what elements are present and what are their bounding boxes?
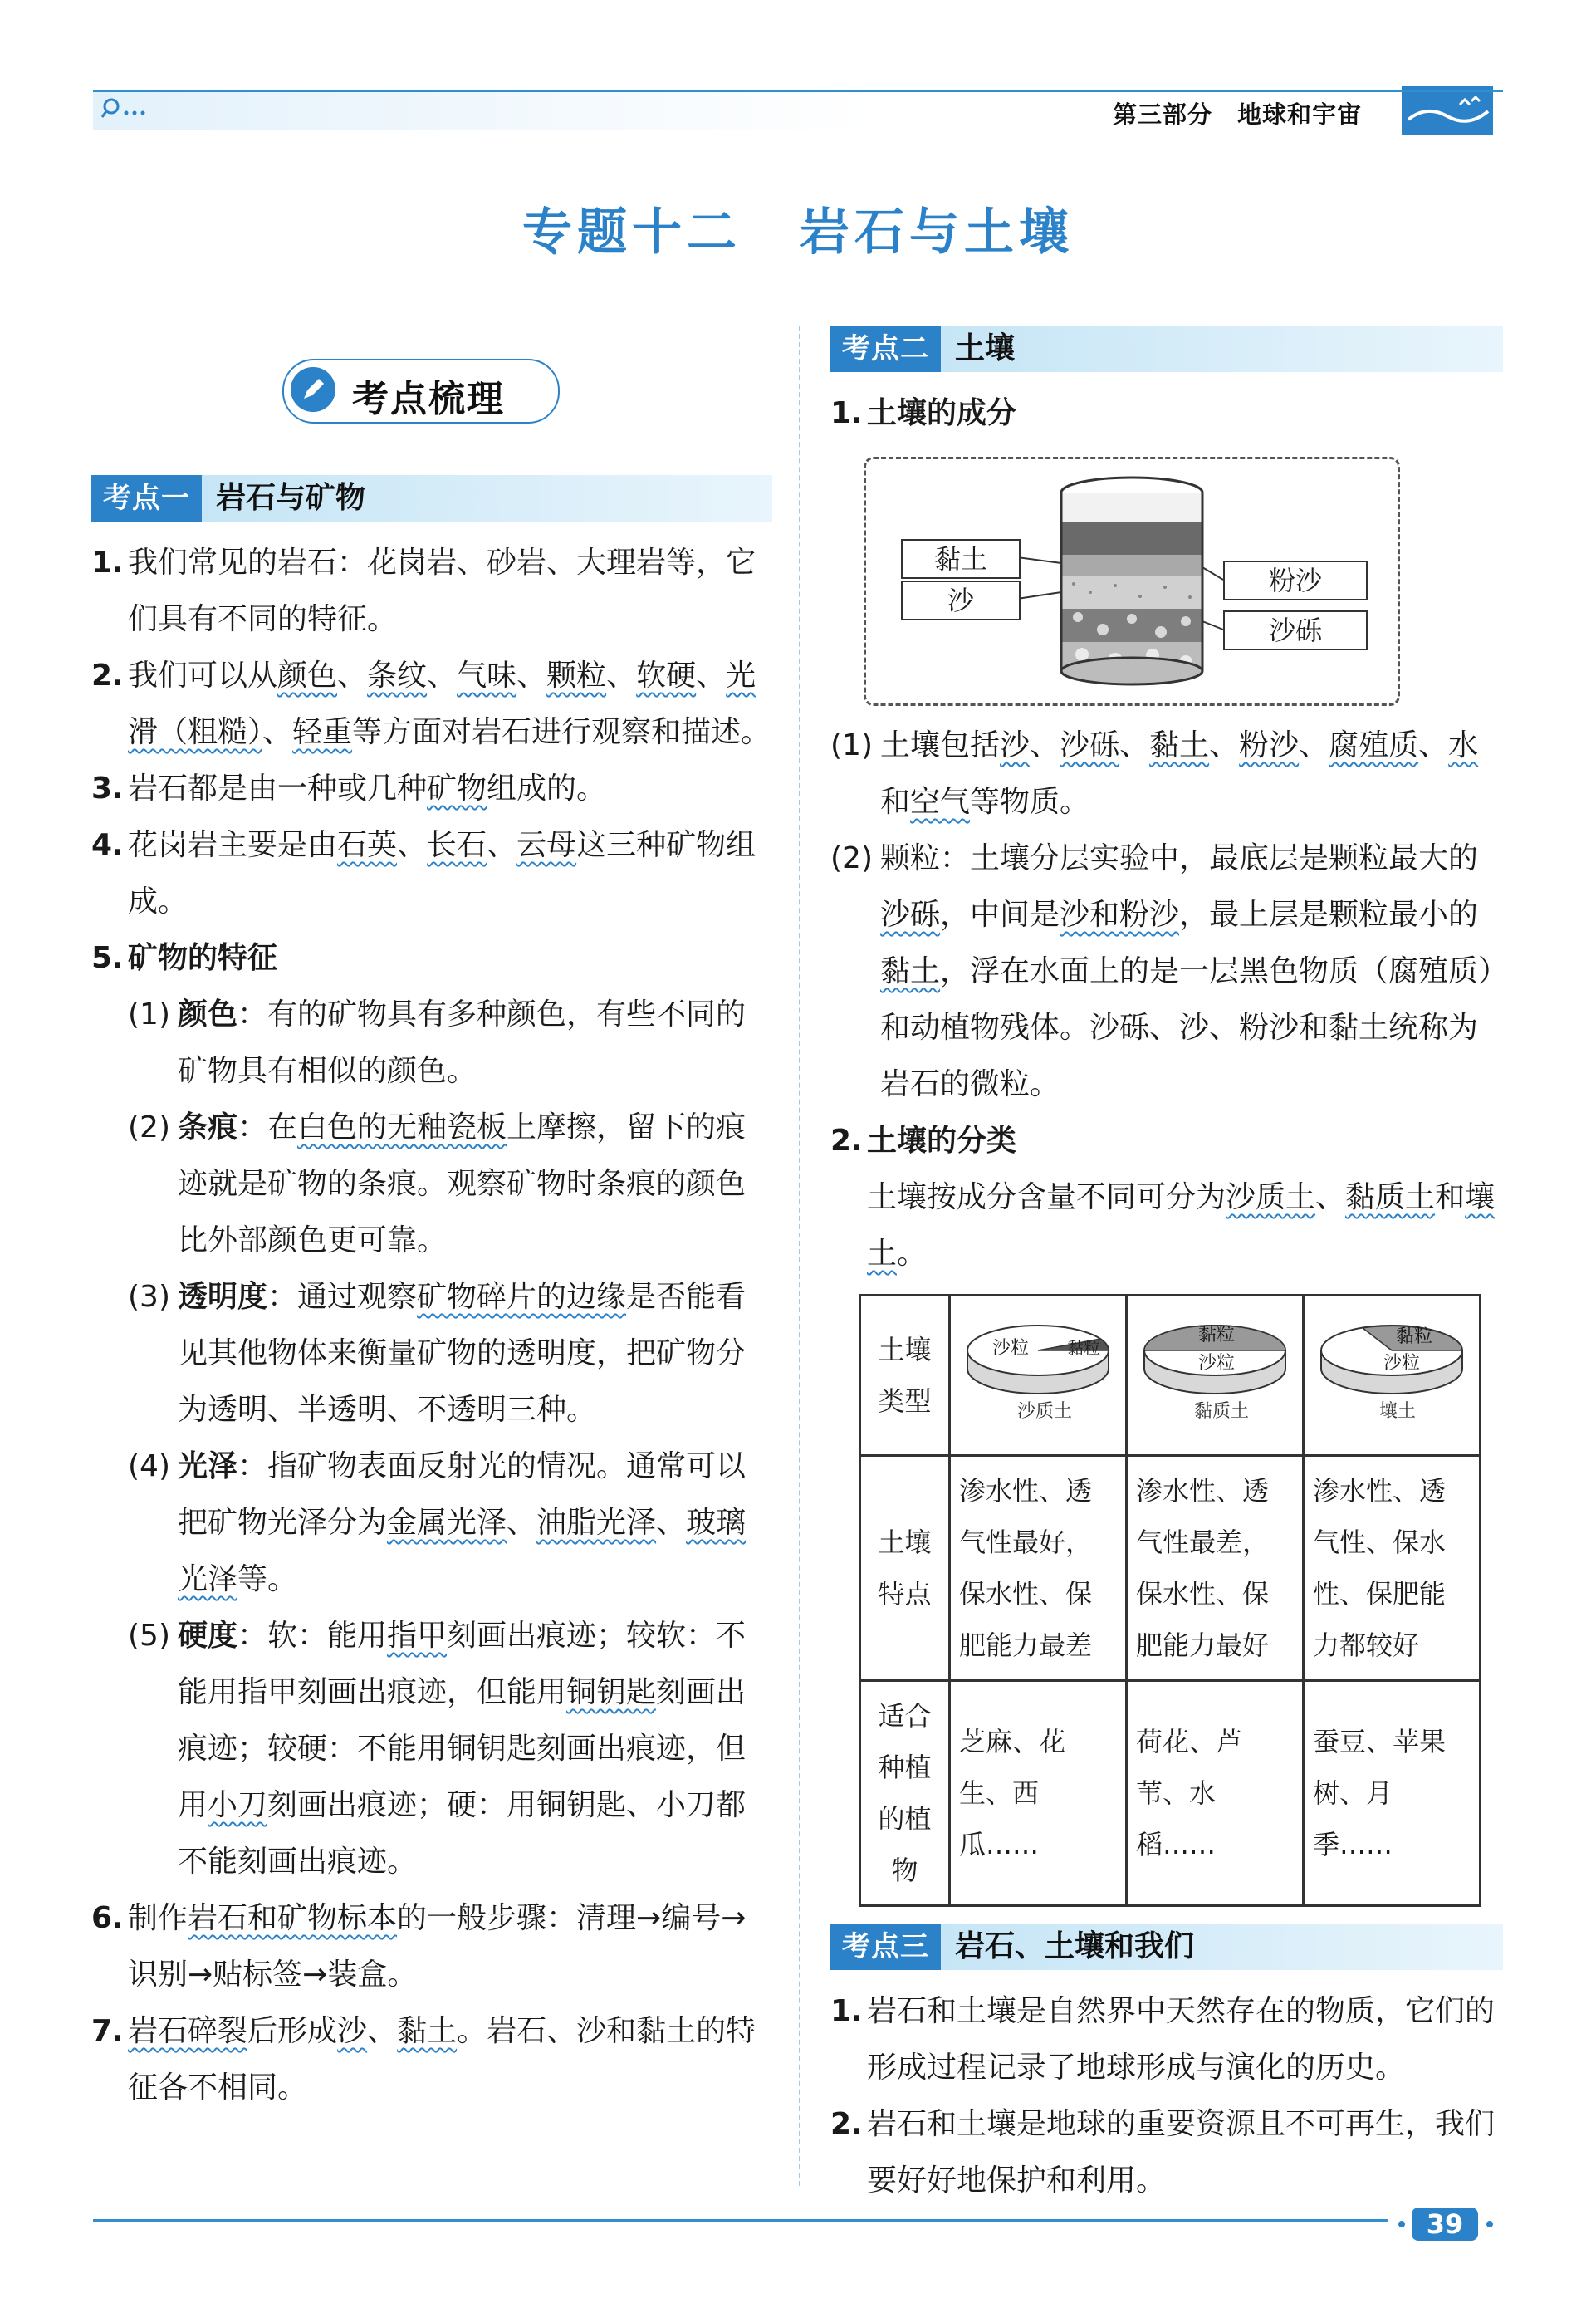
item-number: 2. (830, 1124, 863, 1158)
pie-caption: 黏质土 (1194, 1401, 1250, 1422)
header-section: 地球和宇宙 (1237, 100, 1363, 129)
section-1-tag: 考点一 (91, 475, 202, 522)
sub-number: (1) (830, 728, 873, 762)
pie-label: 黏粒 (1067, 1338, 1100, 1358)
sub-item (830, 718, 1503, 831)
list-item (830, 2096, 1503, 2209)
section-2-tag: 考点二 (830, 326, 941, 372)
section-3-tag: 考点三 (830, 1924, 941, 1970)
pie-label: 黏粒 (1198, 1325, 1236, 1345)
section-3-title: 岩石、土壤和我们 (955, 1929, 1195, 1963)
section-2-title: 土壤 (955, 331, 1016, 365)
table-row (860, 1296, 1481, 1456)
sub-text: 透明度：通过观察矿物碎片的边缘是否能看见其他物体来衡量矿物的透明度，把矿物分为透明、半透明、不透明三种。 (178, 1280, 747, 1427)
sub-number: (2) (128, 1110, 170, 1144)
pie-chart-clay (1136, 1309, 1294, 1425)
item-number: 1. (830, 396, 863, 430)
row-header-plants: 适合种植的植物 (860, 1681, 950, 1906)
item-number: 2. (91, 659, 124, 693)
list-item (91, 535, 772, 648)
sub-number: (4) (128, 1449, 170, 1483)
footer-rule (93, 2219, 1388, 2222)
section-2-bar (830, 326, 1503, 372)
header-text (1113, 96, 1362, 130)
label-gravel: 沙砾 (1223, 610, 1368, 650)
row-header-features: 土壤特点 (860, 1456, 950, 1681)
item-text: 岩石和土壤是地球的重要资源且不可再生，我们要好好地保护和利用。 (867, 2107, 1496, 2198)
item-text: 岩石都是由一种或几种矿物组成的。 (128, 772, 607, 806)
sub-item (91, 1608, 772, 1890)
item-text: 我们常见的岩石：花岗岩、砂岩、大理岩等，它们具有不同的特征。 (128, 546, 756, 636)
sub-number: (5) (128, 1619, 170, 1653)
header-rule (93, 90, 1503, 92)
list-item (91, 2003, 772, 2116)
wave-logo-icon (1402, 86, 1493, 135)
footer-dot (1486, 2221, 1493, 2227)
list-item (91, 648, 772, 761)
pie-chart-sandy (959, 1309, 1117, 1425)
item-number: 1. (830, 1994, 863, 2028)
table-cell: 渗水性、透气性、保水性、保肥能力都较好 (1304, 1456, 1481, 1681)
section-1-title: 岩石与矿物 (216, 481, 366, 515)
table-row (860, 1456, 1481, 1681)
sub-text: 颜色：有的矿物具有多种颜色，有些不同的矿物具有相似的颜色。 (178, 997, 747, 1088)
table-cell: 芝麻、花生、西瓜…… (950, 1681, 1127, 1906)
item-number: 4. (91, 828, 124, 862)
pie-label: 沙粒 (1198, 1353, 1236, 1374)
kaodian-badge (282, 359, 565, 429)
pie-caption: 壤土 (1379, 1401, 1417, 1422)
section-1-bar (91, 475, 772, 522)
item-text: 花岗岩主要是由石英、长石、云母这三种矿物组成。 (128, 828, 756, 919)
pen-icon (291, 367, 335, 412)
pie-cell-loam (1304, 1296, 1481, 1456)
list-item (91, 817, 772, 930)
search-icon (101, 96, 151, 121)
item-number: 2. (830, 2107, 863, 2141)
table-cell: 渗水性、透气性最好，保水性、保肥能力最差 (950, 1456, 1127, 1681)
item-text: 制作岩石和矿物标本的一般步骤：清理→编号→识别→贴标签→装盒。 (128, 1901, 747, 1992)
left-column (91, 475, 772, 2116)
table-cell: 渗水性、透气性最差，保水性、保肥能力最好 (1127, 1456, 1304, 1681)
item-text: 岩石和土壤是自然界中天然存在的物质，它们的形成过程记录了地球形成与演化的历史。 (867, 1994, 1496, 2085)
label-clay: 黏土 (901, 539, 1021, 579)
list-item (830, 385, 1503, 442)
item-number: 6. (91, 1901, 124, 1935)
item-text: 岩石碎裂后形成沙、黏土。岩石、沙和黏土的特征各不相同。 (128, 2014, 756, 2105)
page-number: 39 (1412, 2208, 1478, 2241)
item-number: 1. (91, 546, 124, 580)
sub-item (91, 1438, 772, 1608)
label-silt: 粉沙 (1223, 561, 1368, 600)
item-heading: 土壤的分类 (867, 1124, 1017, 1158)
item-number: 5. (91, 941, 124, 975)
pie-cell-clay (1127, 1296, 1304, 1456)
column-divider (799, 326, 800, 2186)
table-cell: 蚕豆、苹果树、月季…… (1304, 1681, 1481, 1906)
topic-number: 专题十二 (522, 203, 742, 262)
label-sand: 沙 (901, 581, 1021, 620)
sub-number: (2) (830, 841, 873, 875)
badge-label: 考点梳理 (352, 378, 505, 420)
sub-number: (1) (128, 997, 170, 1032)
page-title (0, 193, 1596, 264)
item-number: 7. (91, 2014, 124, 2048)
list-item (830, 1113, 1503, 1169)
item-text: 我们可以从颜色、条纹、气味、颗粒、软硬、光滑（粗糙）、轻重等方面对岩石进行观察和描述。 (128, 659, 771, 749)
pie-label: 黏粒 (1396, 1326, 1433, 1347)
list-item (91, 1890, 772, 2003)
row-header-type: 土壤类型 (860, 1296, 950, 1456)
list-item (91, 761, 772, 817)
sub-item (830, 831, 1503, 1113)
list-item (830, 1983, 1503, 2096)
sub-text: 条痕：在白色的无釉瓷板上摩擦，留下的痕迹就是矿物的条痕。观察矿物时条痕的颜色比外部颜色更可靠。 (178, 1110, 747, 1257)
topic-name: 岩石与土壤 (800, 203, 1074, 262)
item-heading: 矿物的特征 (128, 941, 278, 975)
sub-item (91, 987, 772, 1100)
sub-text: 土壤包括沙、沙砾、黏土、粉沙、腐殖质、水和空气等物质。 (880, 728, 1479, 819)
soil-types-table (859, 1294, 1481, 1907)
pie-cell-sandy (950, 1296, 1127, 1456)
table-row (860, 1681, 1481, 1906)
pie-label: 沙粒 (1383, 1353, 1421, 1374)
table-cell: 荷花、芦苇、水稻…… (1127, 1681, 1304, 1906)
sub-text: 颗粒：土壤分层实验中，最底层是颗粒最大的沙砾，中间是沙和粉沙，最上层是颗粒最小的黏土，浮在水面上的是一层黑色物质（腐殖质）和动植物残体。沙砾、沙、粉沙和黏土统称为岩石的微粒。 (880, 841, 1494, 1101)
pie-label: 沙粒 (992, 1338, 1030, 1359)
sub-text: 光泽：指矿物表面反射光的情况。通常可以把矿物光泽分为金属光泽、油脂光泽、玻璃光泽等。 (178, 1449, 747, 1596)
pie-caption: 沙质土 (1017, 1401, 1073, 1422)
sub-item (91, 1269, 772, 1438)
header-part: 第三部分 (1113, 100, 1213, 129)
soil-layers-diagram (864, 457, 1400, 706)
right-column (830, 326, 1503, 2209)
footer-dot (1398, 2221, 1405, 2227)
item-number: 3. (91, 772, 124, 806)
section-3-bar (830, 1924, 1503, 1970)
pie-chart-loam (1313, 1309, 1471, 1425)
list-item (91, 930, 772, 987)
classification-text: 土壤按成分含量不同可分为沙质土、黏质土和壤土。 (867, 1180, 1496, 1271)
sub-text: 硬度：软：能用指甲刻画出痕迹；较软：不能用指甲刻画出痕迹，但能用铜钥匙刻画出痕迹；较硬：不能用铜钥匙刻画出痕迹，但用小刀刻画出痕迹；硬：用铜钥匙、小刀都不能刻画出痕迹。 (178, 1619, 747, 1879)
sub-item (91, 1100, 772, 1269)
sub-number: (3) (128, 1280, 170, 1314)
item-heading: 土壤的成分 (867, 396, 1017, 430)
